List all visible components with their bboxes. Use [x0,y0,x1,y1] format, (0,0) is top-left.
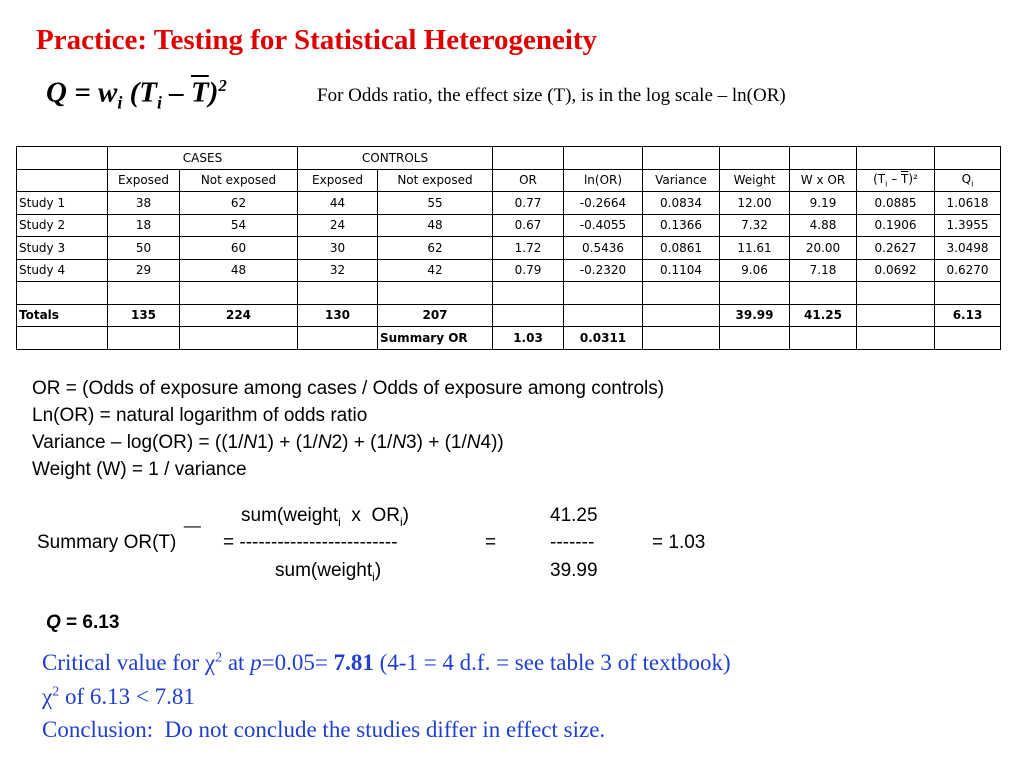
empty-cell [298,327,378,350]
table-cell: 11.61 [720,237,790,260]
summary-numerator [241,505,409,529]
table-cell: 1.72 [493,237,564,260]
crit-c: =0.05= [261,650,334,675]
empty-cell [720,147,790,170]
den-b: ) [374,560,382,581]
totals-cell [564,304,643,327]
header-ti-t-squared [857,169,935,192]
table-cell: 0.0861 [643,237,720,260]
cmp-a: χ [42,684,53,709]
table-cell: 0.6270 [935,259,1001,282]
totals-cell: 39.99 [720,304,790,327]
table-cell: 29 [108,259,180,282]
crit-d: (4-1 = 4 d.f. = see table 3 of textbook) [373,650,731,675]
definition-weight: Weight (W) = 1 / variance [32,459,247,480]
summary-result: = 1.03 [652,532,706,553]
table-cell: 20.00 [790,237,857,260]
summary-denominator [275,560,381,584]
num-c: ) [402,505,409,526]
q-result [46,612,119,634]
header-exposed-cases: Exposed [108,169,180,192]
table-cell: 9.19 [790,192,857,215]
table-cell: 12.00 [720,192,790,215]
num-sub2: i [399,514,403,529]
empty-cell [857,327,935,350]
table-row [17,259,1001,282]
empty-cell [493,147,564,170]
den-sub: i [372,569,375,584]
totals-cell [857,304,935,327]
study-rows [17,192,1001,282]
table-cell: 60 [180,237,298,260]
summary-ln-or-value: 0.0311 [564,327,643,350]
conclusion-line: Conclusion: Do not conclude the studies differ in effect size. [42,717,606,742]
header-ln-or: ln(OR) [564,169,643,192]
formula-close: ) [208,76,219,109]
summary-equals: = [485,532,497,553]
num-sub1: i [338,514,341,529]
formula-w: w [97,76,118,109]
var-n2: N [317,432,332,453]
table-row [17,192,1001,215]
study-label: Study 1 [17,192,108,215]
table-cell: 62 [180,192,298,215]
num-b: x OR [340,505,400,526]
controls-header: CONTROLS [298,147,493,170]
table-cell: 50 [108,237,180,260]
study-label: Study 3 [17,237,108,260]
empty-cell [857,147,935,170]
table-cell: -0.4055 [564,214,643,237]
crit-b: at [222,650,251,675]
empty-cell [17,169,108,192]
empty-cell [298,282,378,305]
table-cell: 48 [378,214,493,237]
var-d: 3) + (1/ [406,432,467,453]
table-cell: 0.2627 [857,237,935,260]
table-group-header-row [17,147,1001,170]
table-cell: 55 [378,192,493,215]
table-row [17,214,1001,237]
var-a: Variance – log(OR) = ((1/ [32,432,244,453]
formula-t: T [139,76,157,109]
formula-tbar: $\overline{T}$ [191,76,209,109]
cmp-exp: 2 [52,684,60,700]
chi-compare-line [42,684,195,710]
totals-cell: 41.25 [790,304,857,327]
empty-cell [108,282,180,305]
study-label: Study 4 [17,259,108,282]
empty-cell [720,327,790,350]
table-cell: 0.5436 [564,237,643,260]
summary-or-label-text: Summary OR(T) [37,532,177,553]
header-qi [935,169,1001,192]
empty-cell [790,147,857,170]
totals-row [17,304,1001,327]
table-cell: 4.88 [790,214,857,237]
empty-cell [180,327,298,350]
critical-value-line [42,650,731,676]
empty-cell [108,327,180,350]
cmp-b: of 6.13 < 7.81 [59,684,195,709]
table-cell: -0.2320 [564,259,643,282]
var-e: 4)) [480,432,504,453]
formula-open: ( [122,76,140,109]
empty-cell [790,327,857,350]
summary-row [17,327,1001,350]
q-result-q: Q [46,612,61,633]
summary-den-value: 39.99 [550,560,598,581]
header-weight: Weight [720,169,790,192]
empty-cell [857,282,935,305]
totals-cell: 130 [298,304,378,327]
table-cell: 0.0692 [857,259,935,282]
table-cell: 54 [180,214,298,237]
var-b: 1) + (1/ [257,432,318,453]
header-w-x-or: W x OR [790,169,857,192]
table-cell: 44 [298,192,378,215]
summary-num-value: 41.25 [550,505,598,526]
empty-cell [17,282,108,305]
empty-cell [643,327,720,350]
cases-header: CASES [108,147,298,170]
study-label: Study 2 [17,214,108,237]
table-cell: 0.1366 [643,214,720,237]
hdr-q-sub: i [971,179,974,189]
summary-or-label: Summary OR [378,327,493,350]
table-cell: -0.2664 [564,192,643,215]
table-cell: 7.32 [720,214,790,237]
definition-or: OR = (Odds of exposure among cases / Odds of exposure among controls) [32,378,665,399]
q-formula [46,76,227,113]
totals-cell [493,304,564,327]
table-cell: 24 [298,214,378,237]
hdr-t-mid: – [887,172,902,187]
effect-size-note: For Odds ratio, the effect size (T), is in the log scale – ln(OR) [317,85,786,106]
formula-q: Q [46,76,67,109]
empty-cell [17,327,108,350]
totals-cell [643,304,720,327]
summary-dash-short: ------- [550,532,595,553]
table-cell: 9.06 [720,259,790,282]
table-cell: 18 [108,214,180,237]
den-a: sum(weight [275,560,373,581]
empty-cell [935,147,1001,170]
var-n4: N [466,432,481,453]
formula-equals: = [66,76,98,109]
definition-ln-or: Ln(OR) = natural logarithm of odds ratio [32,405,368,426]
data-table [16,146,1001,350]
header-exposed-controls: Exposed [298,169,378,192]
table-cell: 32 [298,259,378,282]
header-not-exposed-controls: Not exposed [378,169,493,192]
var-n1: N [243,432,258,453]
table-cell: 0.1104 [643,259,720,282]
totals-cell: 6.13 [935,304,1001,327]
table-cell: 0.79 [493,259,564,282]
hdr-q-main: Q [961,172,972,187]
header-or: OR [493,169,564,192]
hdr-t-bar: $\overline{T}$ [901,172,909,187]
empty-cell [643,282,720,305]
hdr-t-suffix: )² [908,172,918,187]
empty-cell [493,282,564,305]
table-cell: 0.1906 [857,214,935,237]
var-c: 2) + (1/ [331,432,393,453]
table-cell: 0.0885 [857,192,935,215]
table-cell: 48 [180,259,298,282]
summary-or-value: 1.03 [493,327,564,350]
table-cell: 62 [378,237,493,260]
table-cell: 3.0498 [935,237,1001,260]
hdr-t-prefix: (T [873,172,886,187]
empty-cell [643,147,720,170]
definition-variance [32,429,664,456]
table-cell: 0.67 [493,214,564,237]
totals-label: Totals [17,304,108,327]
formula-t-sub: i [156,92,162,113]
empty-cell [720,282,790,305]
hdr-t-sub: i [885,179,888,189]
empty-cell [180,282,298,305]
empty-cell [790,282,857,305]
var-n3: N [392,432,407,453]
header-variance: Variance [643,169,720,192]
empty-cell [564,147,643,170]
empty-cell [935,282,1001,305]
totals-cell: 207 [378,304,493,327]
totals-cell: 224 [180,304,298,327]
table-cell: 42 [378,259,493,282]
crit-a: Critical value for χ [42,650,216,675]
summary-dash-line: = ------------------------- [223,532,398,553]
formula-exp: 2 [218,76,227,95]
totals-cell: 135 [108,304,180,327]
definitions [32,375,664,483]
crit-p: p [250,650,262,675]
crit-val: 7.81 [333,650,374,675]
table-cell: 0.0834 [643,192,720,215]
table-cell: 7.18 [790,259,857,282]
table-cell: 1.0618 [935,192,1001,215]
empty-cell [564,282,643,305]
q-result-rest: = 6.13 [60,612,120,633]
formula-minus: – [162,76,191,109]
blank-row [17,282,1001,305]
crit-exp: 2 [215,650,223,666]
num-a: sum(weight [241,505,339,526]
tbar-mark: _ [184,498,201,531]
table-cell: 1.3955 [935,214,1001,237]
formula-w-sub: i [117,92,123,113]
empty-cell [17,147,108,170]
table-cell: 0.77 [493,192,564,215]
table-row [17,237,1001,260]
table-cell: 38 [108,192,180,215]
page-title: Practice: Testing for Statistical Heterogeneity [36,24,598,56]
table-cell: 30 [298,237,378,260]
empty-cell [935,327,1001,350]
table-header-row [17,169,1001,192]
header-not-exposed-cases: Not exposed [180,169,298,192]
empty-cell [378,282,493,305]
